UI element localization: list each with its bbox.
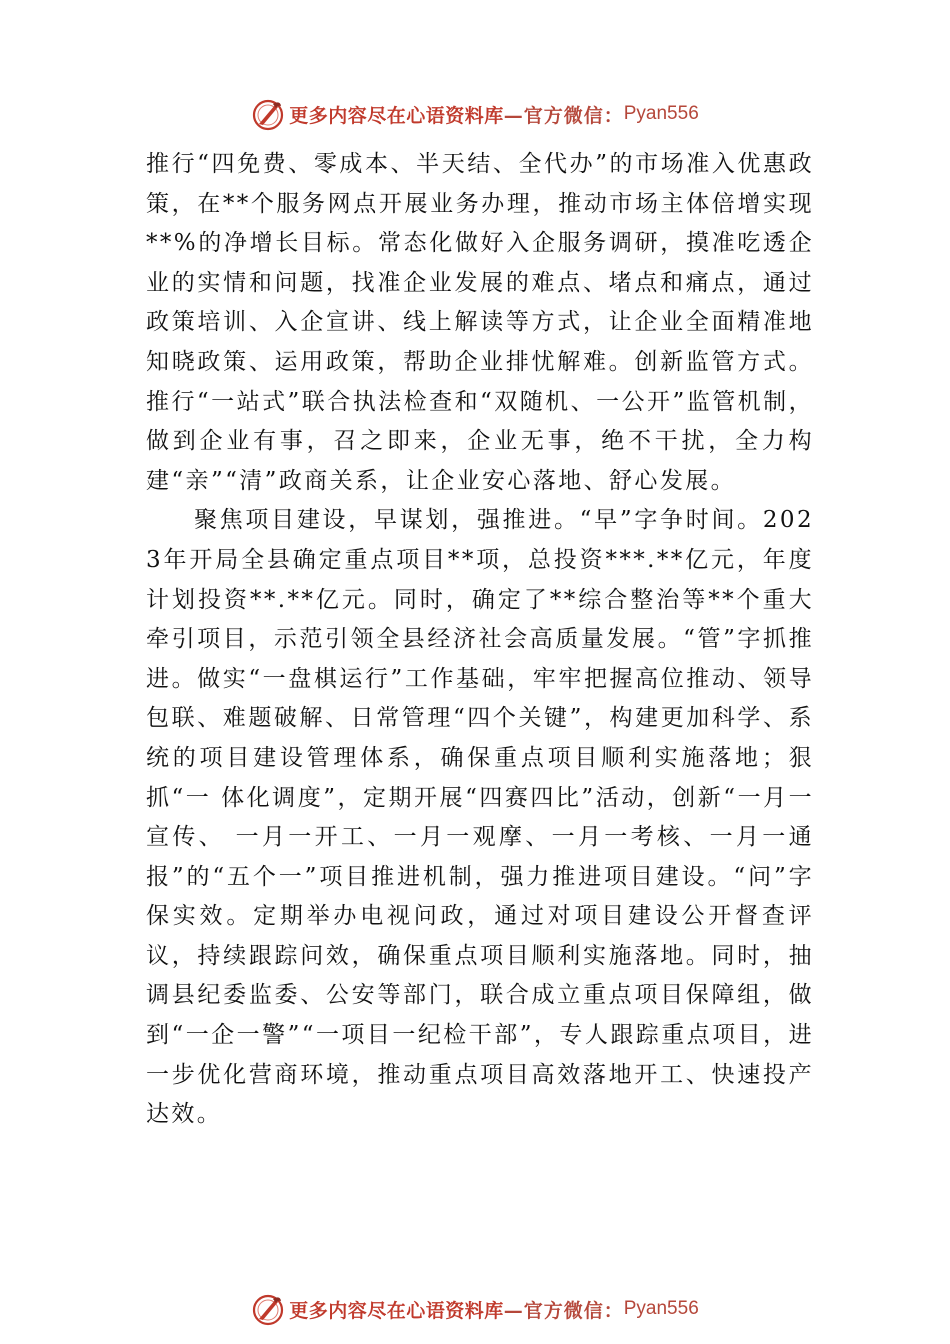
wechat-id: Pyan556 bbox=[623, 1298, 699, 1319]
paragraph-1: 推行“四免费、零成本、半天结、全代办”的市场准入优惠政策，在**个服务网点开展业务办理，推动市场主体倍增实现**%的净增长目标。常态化做好入企服务调研，摸准吃透企业的实情和问题，找准企业发展的难点、堵点和痛点，通过政策培训、入企宣讲、线上解读等方式，让企业全面精准地知晓政策、运用政策，帮助企业排忧解难。创新监管方式。推行“一站式”联合执法检查和“双随机、一公开”监管机制，做到企业有事，召之即来，企业无事，绝不干扰，全力构建“亲”“清”政商关系，让企业安心落地、舒心发展。 bbox=[146, 151, 814, 494]
quill-seal-icon bbox=[251, 1292, 285, 1326]
official-label: —官方微信： bbox=[503, 1299, 624, 1322]
quill-seal-icon bbox=[251, 97, 285, 131]
paragraph-2: 聚焦项目建设，早谋划，强推进。“早”字争时间。2023年开局全县确定重点项目**项，总投资***.**亿元，年度计划投资**.**亿元。同时，确定了**综合整治等**个重大牵引项目，示范引领全县经济社会高质量发展。“管”字抓推进。做实“一盘棋运行”工作基础，牢牢把握高位推动、领导包联、难题破解、日常管理“四个关键”，构建更加科学、系统的项目建设管理体系，确保重点项目顺利实施落地；狠抓“一 体化调度”，定期开展“四赛四比”活动，创新“一月一宣传、 一月一开工、一月一观摩、一月一考核、一月一通报”的“五个一”项目推进机制，强力推进项目建设。“问”字保实效。定期举办电视问政，通过对项目建设公开督查评议，持续跟踪问效，确保重点项目顺利实施落地。同时，抽调县纪委监委、公安等部门，联合成立重点项目保障组，做到“一企一警”“一项目一纪检干部”，专人跟踪重点项目，进一步优化营商环境，推动重点项目高效落地开工、快速投产达效。 bbox=[146, 507, 814, 1128]
document-body bbox=[146, 145, 814, 1135]
official-label: —官方微信： bbox=[503, 104, 624, 127]
footer-banner bbox=[0, 1289, 950, 1329]
header-banner bbox=[0, 94, 950, 134]
brand-text: 更多内容尽在心语资料库 bbox=[289, 104, 504, 127]
wechat-id: Pyan556 bbox=[623, 103, 699, 124]
brand-text: 更多内容尽在心语资料库 bbox=[289, 1299, 504, 1322]
